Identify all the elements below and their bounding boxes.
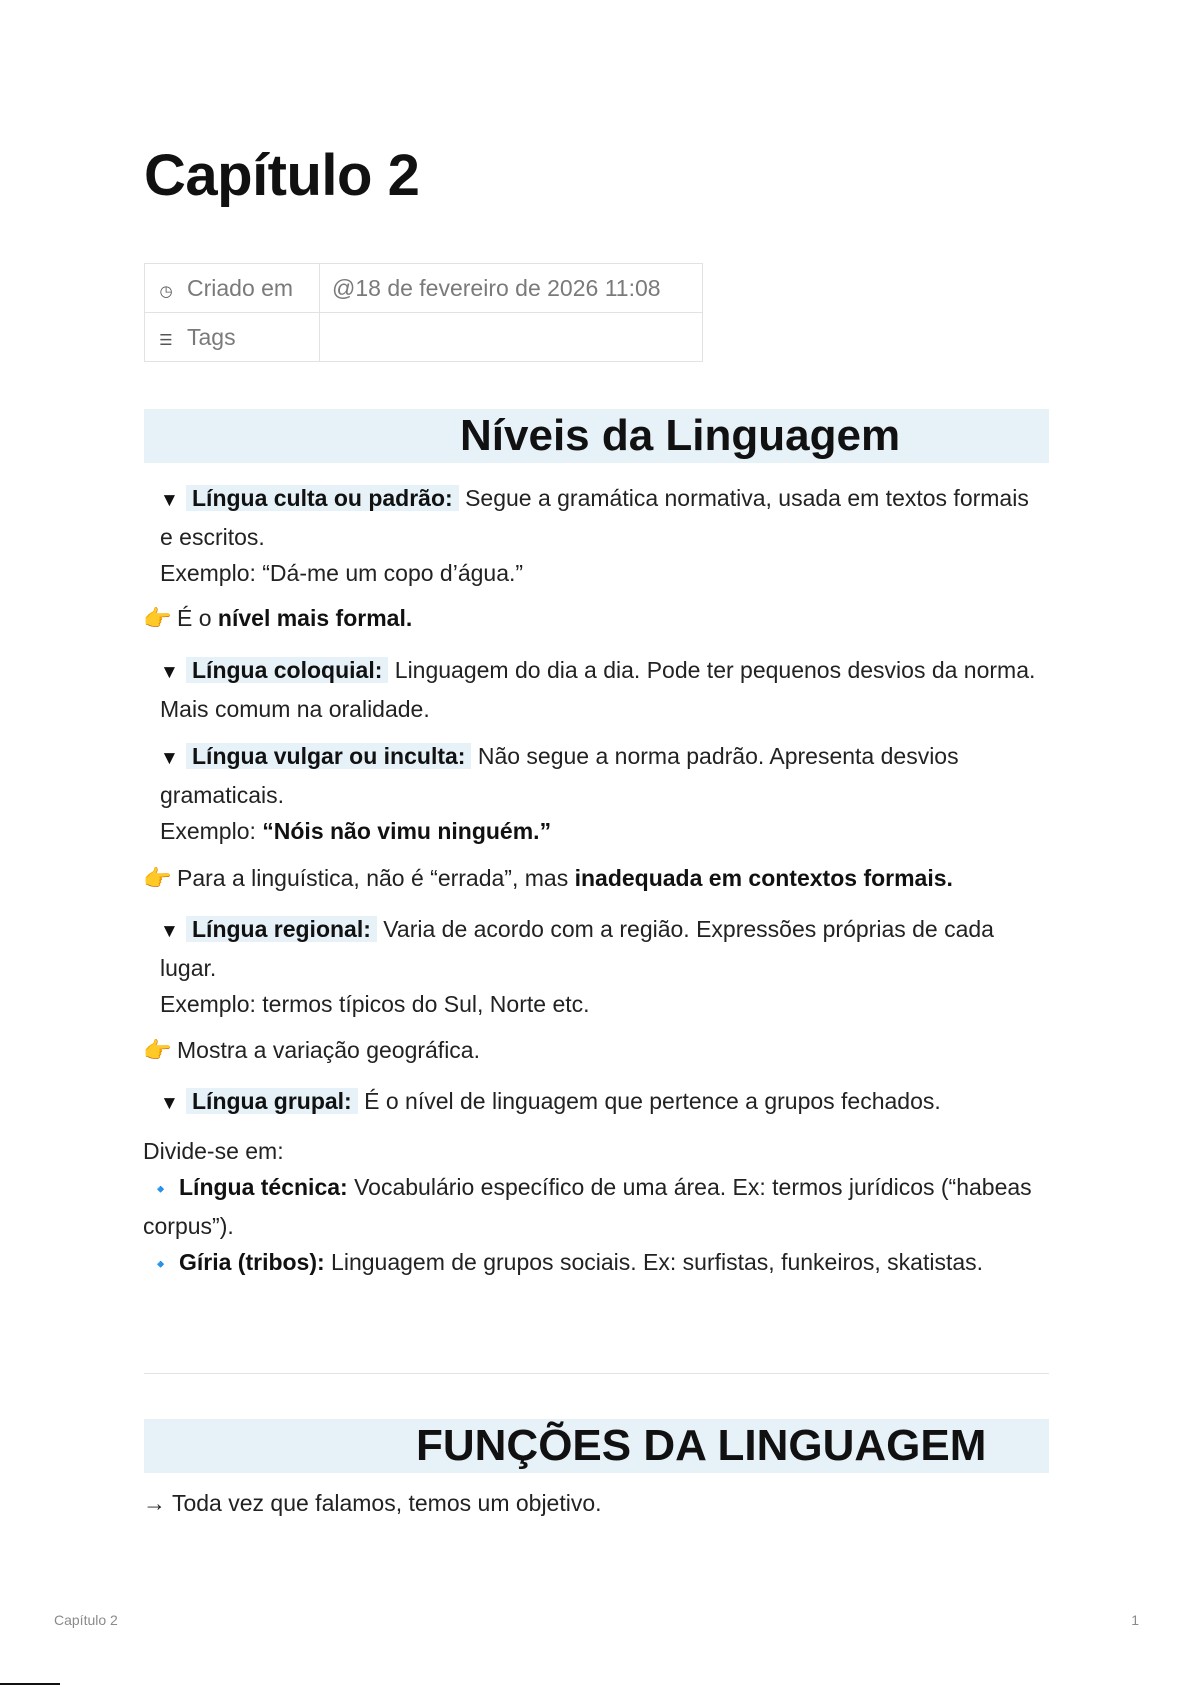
- footer-title: Capítulo 2: [54, 1612, 118, 1628]
- bottom-edge: [0, 1683, 1193, 1687]
- property-value[interactable]: @18 de fevereiro de 2026 11:08: [320, 264, 703, 313]
- property-key: [145, 264, 320, 313]
- toggle-label: Língua culta ou padrão:: [186, 485, 459, 511]
- pointing-hand-icon: 👉: [143, 1037, 172, 1063]
- item-bold: Gíria (tribos):: [179, 1249, 325, 1275]
- section-heading-niveis: Níveis da Linguagem: [144, 409, 1049, 463]
- property-value[interactable]: [320, 313, 703, 362]
- toggle-lingua-vulgar[interactable]: [160, 738, 1040, 849]
- toggle-triangle-icon[interactable]: ▼: [160, 1093, 179, 1114]
- callout-bold: nível mais formal.: [217, 605, 413, 631]
- divider: [144, 1373, 1049, 1374]
- diamond-icon: 🔹: [150, 1255, 172, 1274]
- toggle-text: Segue a gramática normativa, usada em textos formais e escritos.: [160, 485, 1029, 550]
- item-bold: Língua técnica:: [179, 1174, 348, 1200]
- page-number: 1: [1131, 1612, 1139, 1628]
- funcoes-intro: → Toda vez que falamos, temos um objetivo.: [143, 1490, 602, 1516]
- property-label: Criado em: [187, 274, 294, 301]
- property-row-tags: [145, 313, 703, 362]
- toggle-example: Exemplo:: [160, 818, 263, 844]
- toggle-text: Não segue a norma padrão. Apresenta desvios gramaticais.: [160, 743, 959, 808]
- sub-list: [143, 1133, 1043, 1283]
- toggle-text: É o nível de linguagem que pertence a grupos fechados.: [364, 1088, 941, 1114]
- toggle-triangle-icon[interactable]: ▼: [160, 490, 179, 511]
- toggle-label: Língua grupal:: [186, 1088, 358, 1114]
- divide-text: Divide-se em:: [143, 1138, 284, 1164]
- property-key: [145, 313, 320, 362]
- toggle-example: Exemplo: termos típicos do Sul, Norte etc.: [160, 991, 590, 1017]
- pointing-hand-icon: 👉: [143, 605, 172, 631]
- callout-linguistica: [143, 860, 953, 896]
- toggle-triangle-icon[interactable]: ▼: [160, 748, 179, 769]
- properties-table: [144, 263, 703, 362]
- callout-bold: inadequada em contextos formais.: [574, 865, 953, 891]
- toggle-triangle-icon[interactable]: ▼: [160, 921, 179, 942]
- list-icon: ☰: [159, 331, 173, 349]
- callout-text: Para a linguística, não é “errada”, mas: [177, 865, 575, 891]
- toggle-example: Exemplo: “Dá-me um copo d’água.”: [160, 560, 524, 586]
- toggle-label: Língua coloquial:: [186, 657, 388, 683]
- diamond-icon: 🔹: [150, 1180, 172, 1199]
- toggle-triangle-icon[interactable]: ▼: [160, 662, 179, 683]
- pointing-hand-icon: 👉: [143, 865, 172, 891]
- toggle-lingua-grupal[interactable]: [160, 1083, 1040, 1122]
- page-title: Capítulo 2: [144, 143, 420, 208]
- callout-text: Mostra a variação geográfica.: [177, 1037, 480, 1063]
- property-label: Tags: [187, 323, 236, 350]
- toggle-lingua-regional[interactable]: [160, 911, 1040, 1022]
- clock-icon: ◷: [159, 282, 173, 300]
- section-heading-funcoes: FUNÇÕES DA LINGUAGEM: [144, 1419, 1049, 1473]
- toggle-text: Linguagem do dia a dia. Pode ter pequenos desvios da norma. Mais comum na oralidade.: [160, 657, 1036, 722]
- toggle-example-bold: “Nóis não vimu ninguém.”: [262, 818, 552, 844]
- toggle-text: Varia de acordo com a região. Expressões próprias de cada lugar.: [160, 916, 994, 981]
- callout-formal: [143, 600, 412, 636]
- property-row-created: [145, 264, 703, 313]
- callout-text: É o: [177, 605, 218, 631]
- toggle-label: Língua vulgar ou inculta:: [186, 743, 471, 769]
- item-text: Vocabulário específico de uma área. Ex: termos jurídicos (“habeas corpus”).: [143, 1174, 1032, 1239]
- item-text: Linguagem de grupos sociais. Ex: surfistas, funkeiros, skatistas.: [324, 1249, 984, 1275]
- toggle-lingua-coloquial[interactable]: [160, 652, 1040, 727]
- toggle-lingua-culta[interactable]: [160, 480, 1040, 591]
- toggle-label: Língua regional:: [186, 916, 377, 942]
- callout-geografica: [143, 1032, 480, 1068]
